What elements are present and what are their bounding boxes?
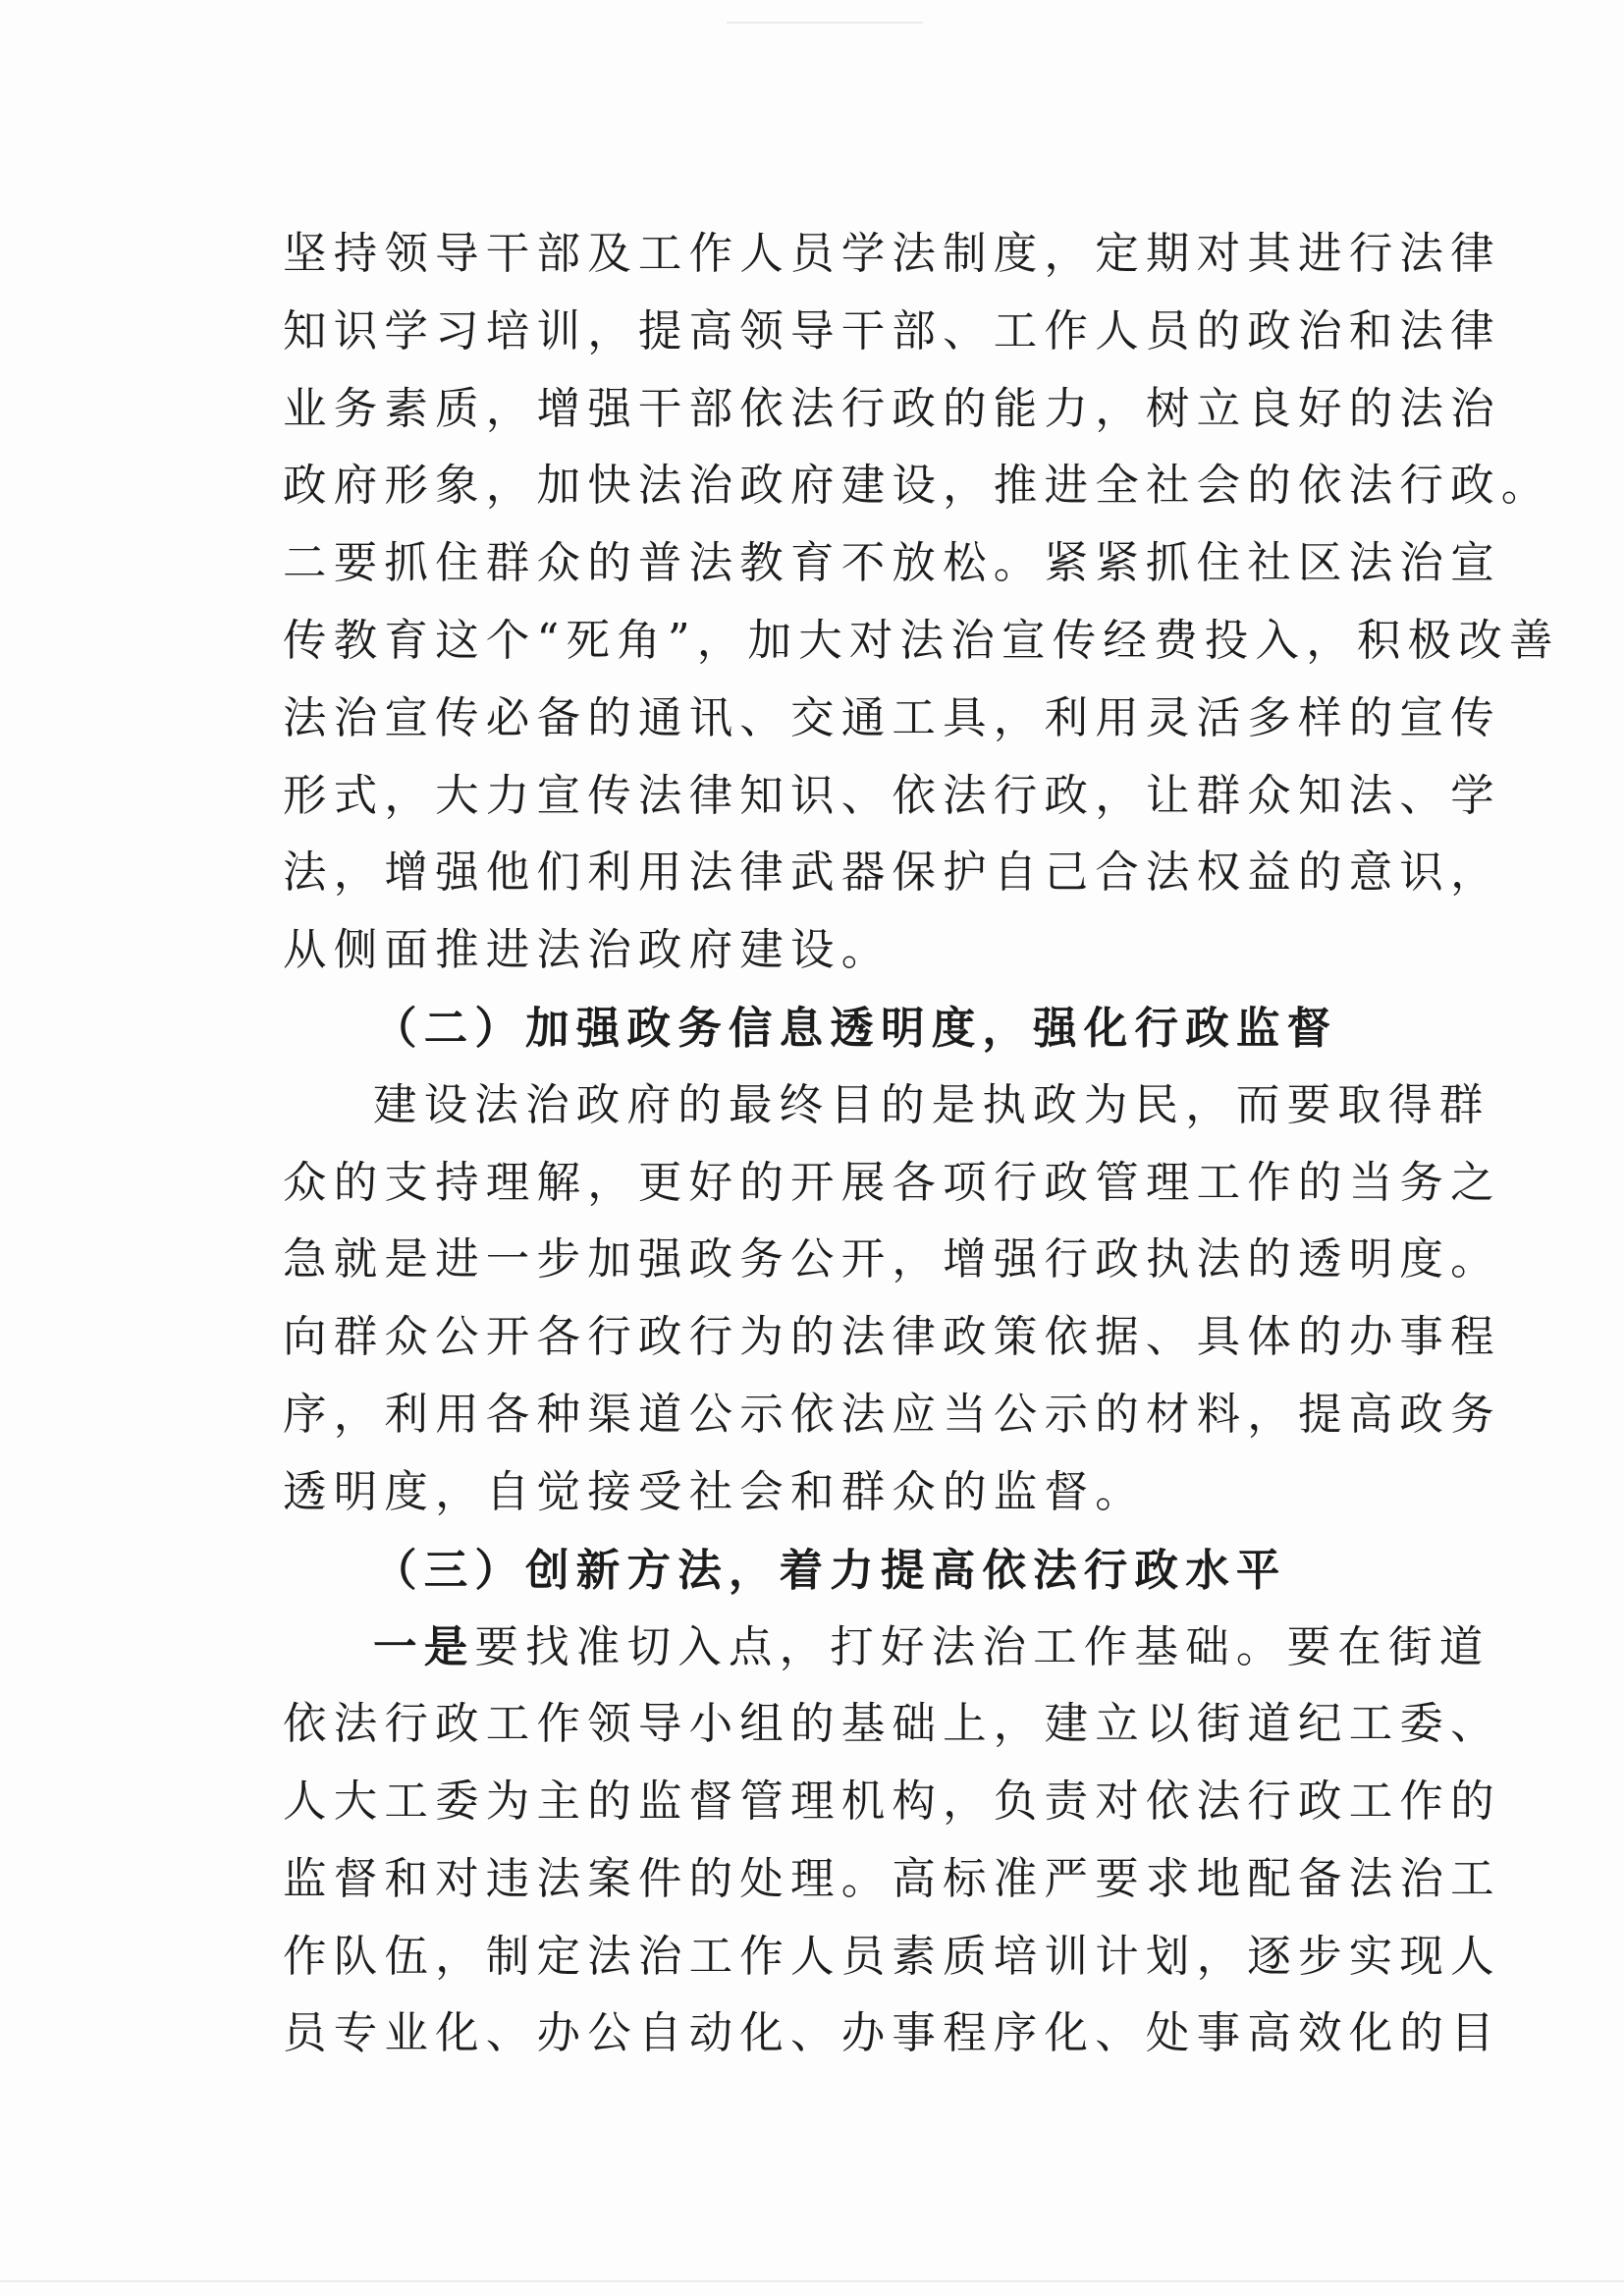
text-line: 依法行政工作领导小组的基础上，建立以街道纪工委、 xyxy=(283,1699,1501,1750)
scan-edge xyxy=(0,2280,1624,2296)
bold-lead-text: 一是 xyxy=(373,1621,475,1673)
text-line: 人大工委为主的监督管理机构，负责对依法行政工作的 xyxy=(283,1776,1501,1827)
text-line: 众的支持理解，更好的开展各项行政管理工作的当务之 xyxy=(283,1157,1501,1208)
section-heading-2: （二）加强政务信息透明度，强化行政监督 xyxy=(373,1002,1338,1054)
text-line: 序，利用各种渠道公示依法应当公示的材料，提高政务 xyxy=(283,1389,1501,1440)
text-line: 急就是进一步加强政务公开，增强行政执法的透明度。 xyxy=(283,1234,1501,1285)
text-line: 坚持领导干部及工作人员学法制度，定期对其进行法律 xyxy=(283,229,1501,279)
text-line: 传教育这个“死角”，加大对法治宣传经费投入，积极改善 xyxy=(283,615,1560,666)
text-line: 作队伍，制定法治工作人员素质培训计划，逐步实现人 xyxy=(283,1931,1501,1982)
scan-artifact xyxy=(727,0,923,24)
text-line: 法，增强他们利用法律武器保护自己合法权益的意识， xyxy=(283,847,1501,899)
document-body xyxy=(283,216,1560,2073)
paragraph-first-line xyxy=(283,1609,1490,1686)
text-line: 二要抓住群众的普法教育不放松。紧紧抓住社区法治宣 xyxy=(283,538,1501,589)
text-line: 员专业化、办公自动化、办事程序化、处事高效化的目 xyxy=(283,2008,1501,2059)
paragraph-text: 要找准切入点，打好法治工作基础。要在街道 xyxy=(474,1622,1490,1673)
text-line: 从侧面推进法治政府建设。 xyxy=(283,925,893,976)
text-line: 向群众公开各行政行为的法律政策依据、具体的办事程 xyxy=(283,1312,1501,1363)
text-line: 知识学习培训，提高领导干部、工作人员的政治和法律 xyxy=(283,305,1501,356)
section-heading-3: （三）创新方法，着力提高依法行政水平 xyxy=(373,1544,1287,1596)
text-line: 透明度，自觉接受社会和群众的监督。 xyxy=(283,1466,1146,1517)
paragraph-first-line: 建设法治政府的最终目的是执政为民，而要取得群 xyxy=(373,1079,1490,1130)
text-line: 法治宣传必备的通讯、交通工具，利用灵活多样的宣传 xyxy=(283,692,1501,743)
text-line: 监督和对违法案件的处理。高标准严要求地配备法治工 xyxy=(283,1853,1501,1904)
text-line: 业务素质，增强干部依法行政的能力，树立良好的法治 xyxy=(283,383,1501,434)
text-line: 政府形象，加快法治政府建设，推进全社会的依法行政。 xyxy=(283,461,1552,512)
text-line: 形式，大力宣传法律知识、依法行政，让群众知法、学 xyxy=(283,770,1501,821)
